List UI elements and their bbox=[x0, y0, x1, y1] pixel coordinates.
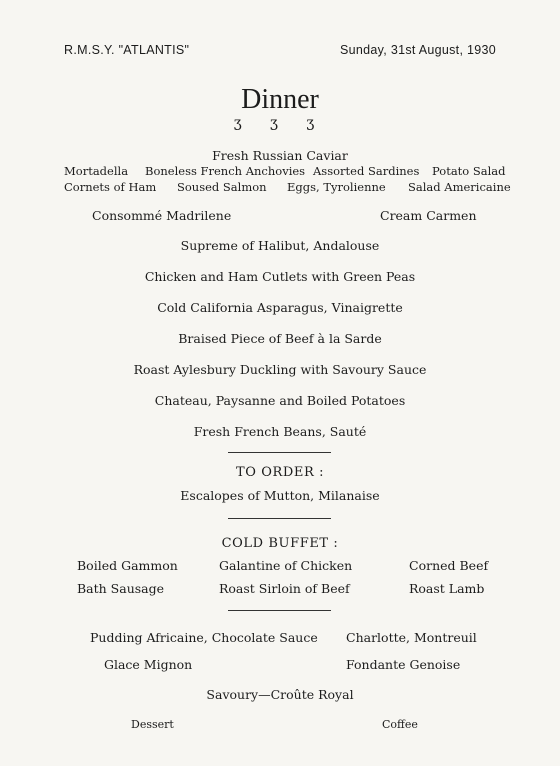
ship-name: R.M.S.Y. "ATLANTIS" bbox=[64, 43, 190, 57]
dessert-label: Dessert bbox=[131, 718, 174, 731]
soup-item: Cream Carmen bbox=[380, 208, 477, 223]
menu-title: Dinner bbox=[241, 84, 319, 115]
buffet-item: Roast Sirloin of Beef bbox=[219, 581, 350, 596]
title-ornament: ʒ ʒ ʒ bbox=[233, 115, 327, 131]
starter-item: Eggs, Tyrolienne bbox=[287, 180, 386, 194]
caviar-dish: Fresh Russian Caviar bbox=[212, 148, 348, 163]
divider bbox=[228, 452, 331, 453]
soup-item: Consommé Madrilene bbox=[92, 208, 232, 223]
dessert-item: Glace Mignon bbox=[104, 657, 193, 672]
to-order-heading: TO ORDER : bbox=[235, 465, 325, 480]
main-dish: Chateau, Paysanne and Boiled Potatoes bbox=[154, 393, 406, 408]
starter-item: Cornets of Ham bbox=[64, 180, 157, 194]
starter-item: Mortadella bbox=[64, 164, 129, 178]
dessert-item: Charlotte, Montreuil bbox=[346, 630, 477, 645]
dessert-item: Pudding Africaine, Chocolate Sauce bbox=[90, 630, 318, 645]
starter-item: Assorted Sardines bbox=[313, 164, 420, 178]
starter-item: Salad Americaine bbox=[408, 180, 511, 194]
buffet-item: Boiled Gammon bbox=[77, 558, 178, 573]
main-dish: Braised Piece of Beef à la Sarde bbox=[178, 331, 382, 346]
coffee-label: Coffee bbox=[382, 718, 418, 731]
main-dish: Fresh French Beans, Sauté bbox=[193, 424, 367, 439]
main-dish: Chicken and Ham Cutlets with Green Peas bbox=[144, 269, 416, 284]
buffet-item: Corned Beef bbox=[409, 558, 489, 573]
menu-date: Sunday, 31st August, 1930 bbox=[340, 43, 496, 57]
buffet-item: Galantine of Chicken bbox=[219, 558, 353, 573]
main-dish: Roast Aylesbury Duckling with Savoury Sauce bbox=[133, 362, 427, 377]
main-dish: Supreme of Halibut, Andalouse bbox=[180, 238, 380, 253]
divider bbox=[228, 610, 331, 611]
buffet-item: Bath Sausage bbox=[77, 581, 165, 596]
savoury-item: Savoury—Croûte Royal bbox=[206, 687, 354, 702]
main-dish: Cold California Asparagus, Vinaigrette bbox=[157, 300, 403, 315]
buffet-item: Roast Lamb bbox=[409, 581, 485, 596]
starter-item: Boneless French Anchovies bbox=[145, 164, 306, 178]
starter-item: Soused Salmon bbox=[177, 180, 267, 194]
dessert-item: Fondante Genoise bbox=[346, 657, 461, 672]
cold-buffet-heading: COLD BUFFET : bbox=[221, 536, 339, 551]
starter-item: Potato Salad bbox=[432, 164, 506, 178]
divider bbox=[228, 518, 331, 519]
to-order-item: Escalopes of Mutton, Milanaise bbox=[180, 488, 380, 503]
